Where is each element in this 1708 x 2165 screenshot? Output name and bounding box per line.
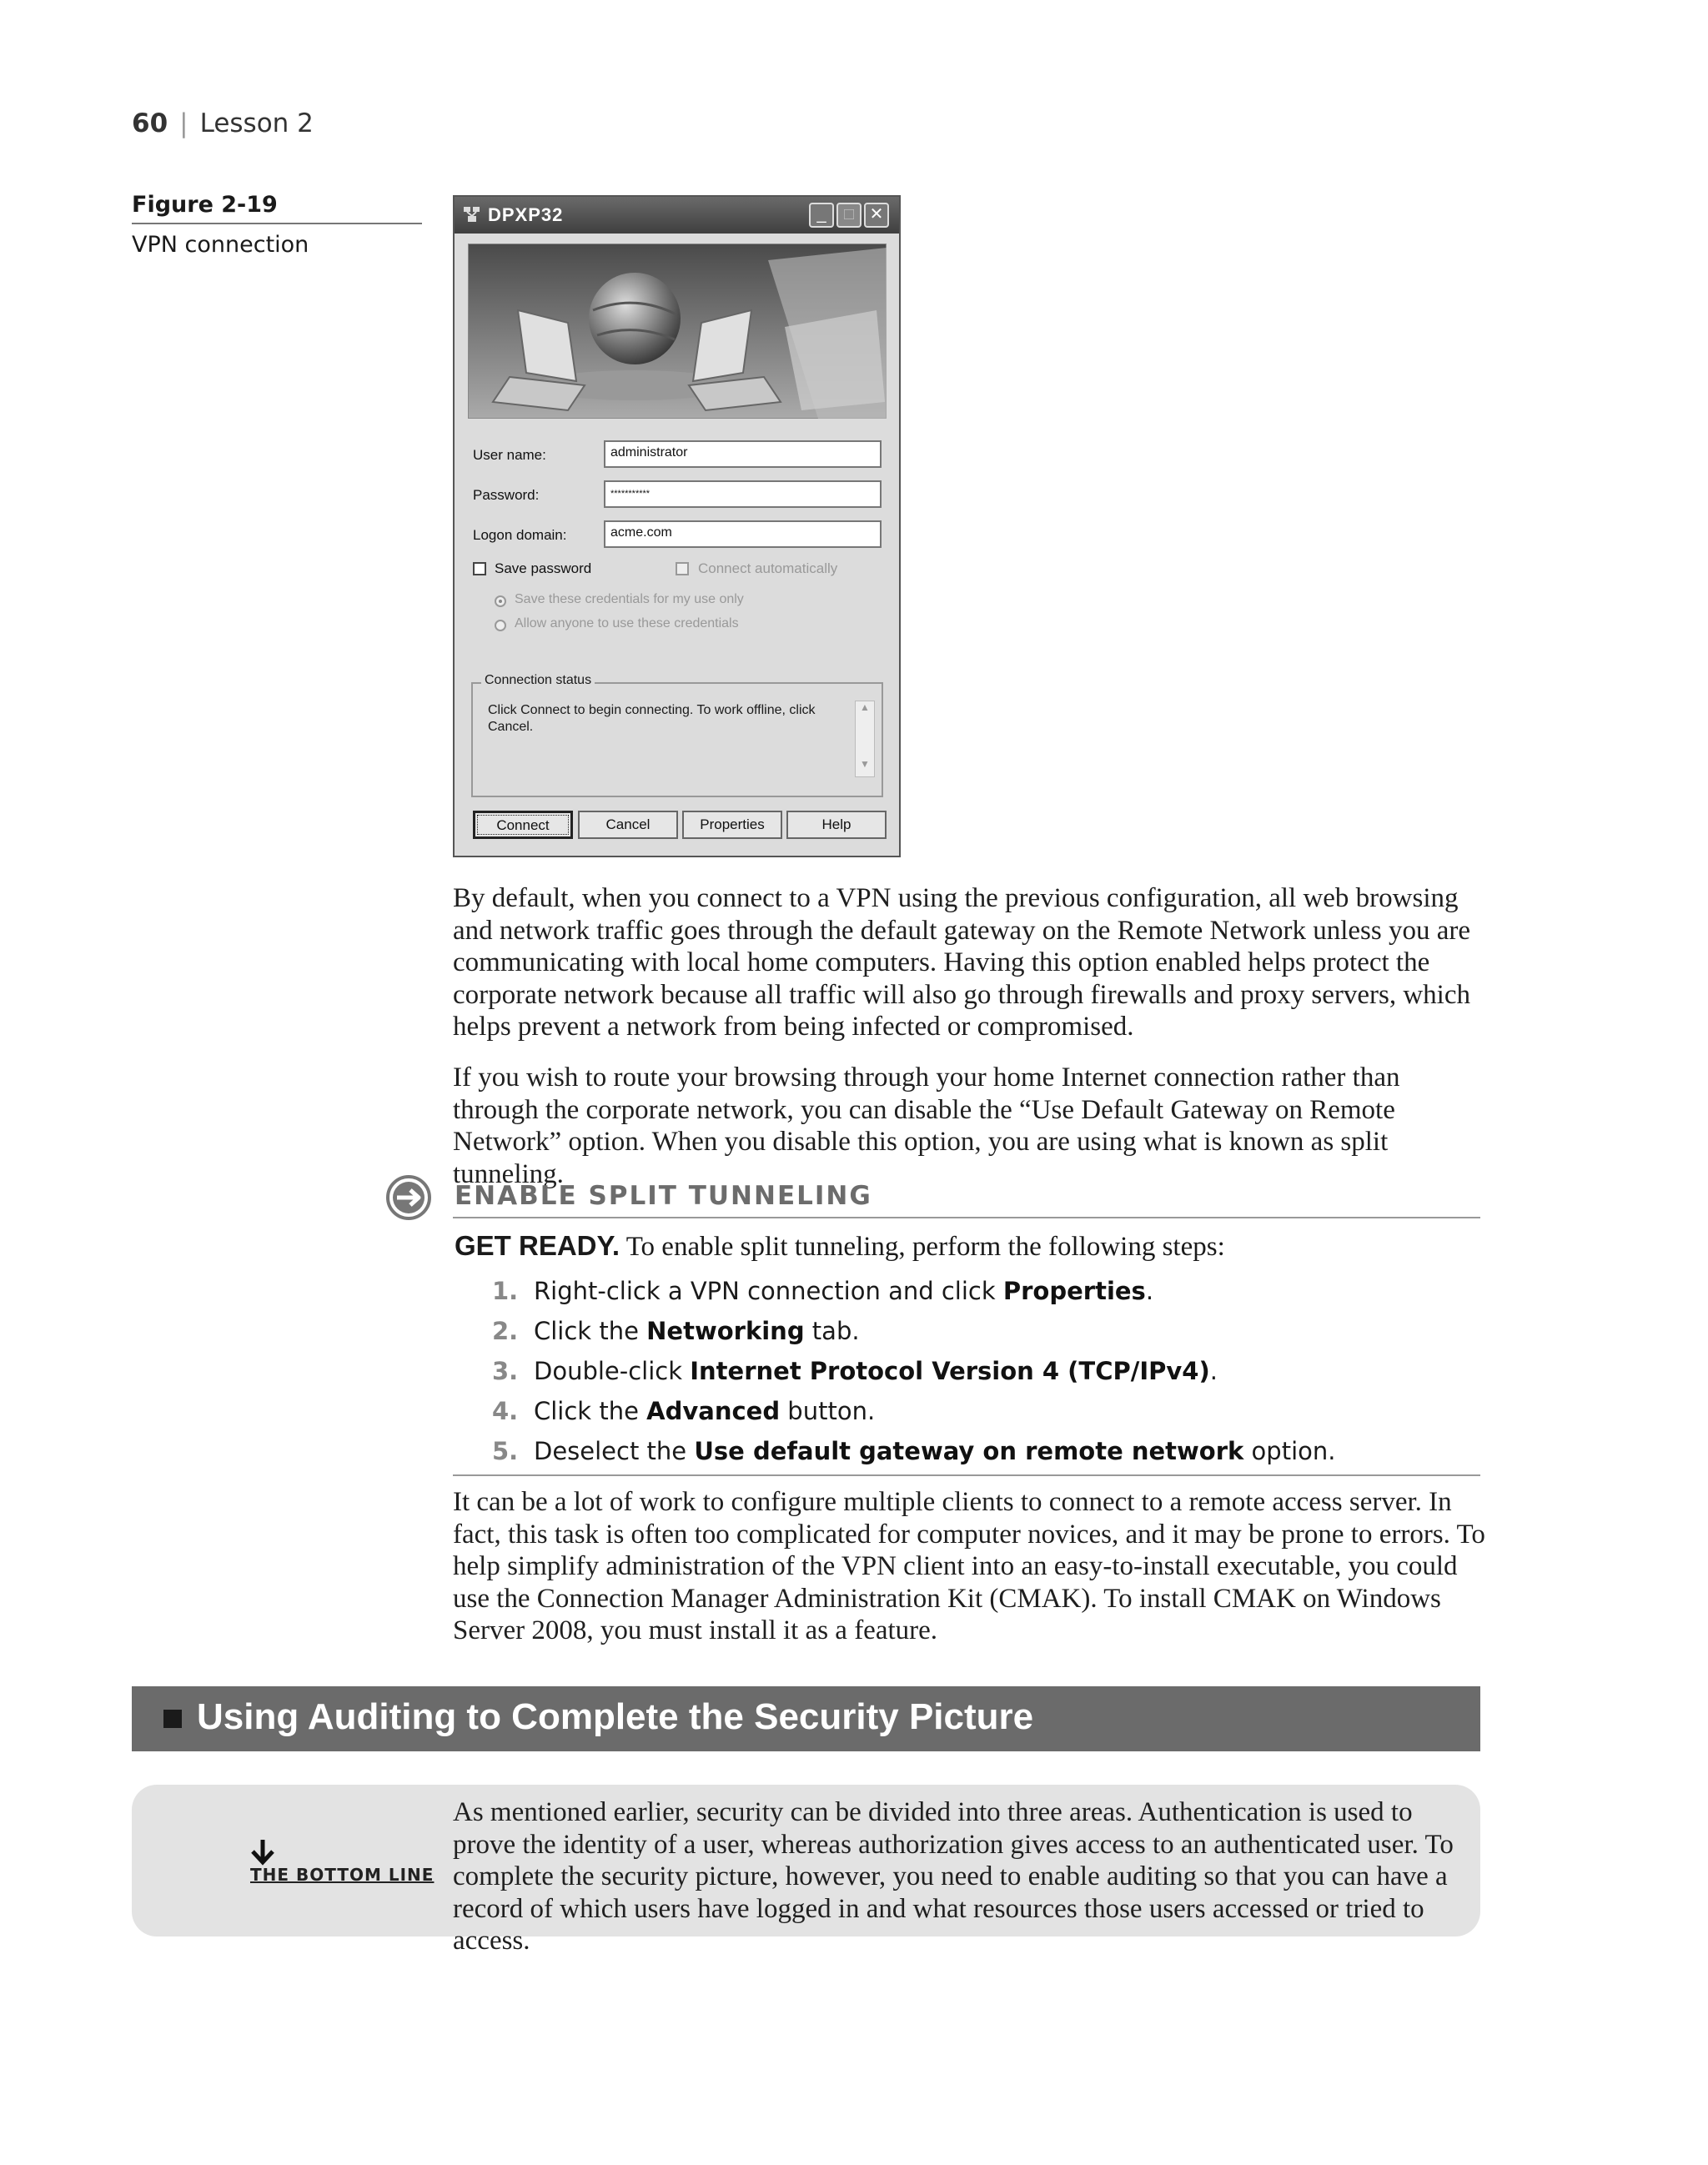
paragraph-cmak: It can be a lot of work to configure multiple clients to connect to a remote access server. In fact, this task is often too complicated for computer novices, and it may be prone to errors. To help simplify administration of the VPN client into an easy-to-install executable, you could use the Connection Manager Administration Kit (CMAK). To install CMAK on Windows Server 2008, you must install it as a feature. (453, 1487, 1485, 1645)
bottom-line-label: THE BOTTOM LINE (250, 1865, 435, 1885)
network-app-icon (463, 205, 481, 224)
dialog-title: DPXP32 (488, 204, 564, 225)
page-number: 60 (132, 108, 168, 138)
section-heading-bar (132, 1686, 1480, 1751)
properties-button[interactable]: Properties (682, 811, 782, 839)
connect-button[interactable]: Connect (473, 811, 573, 839)
step-text-end: button. (780, 1397, 876, 1425)
step-bold-text: Use default gateway on remote network (694, 1437, 1244, 1465)
dialog-titlebar (455, 197, 899, 234)
step-number: 2. (492, 1317, 519, 1345)
step-bold-text: Properties (1002, 1277, 1146, 1305)
save-password-checkbox[interactable] (473, 562, 486, 575)
procedure-step (492, 1316, 860, 1346)
step-bold-text: Advanced (646, 1397, 781, 1425)
figure-label: Figure 2-19 (132, 192, 422, 224)
password-input[interactable]: *********** (604, 480, 882, 508)
step-number: 3. (492, 1357, 519, 1385)
scroll-down-icon[interactable]: ▼ (860, 758, 870, 770)
connect-automatically-checkbox[interactable] (676, 562, 689, 575)
password-label: Password: (473, 487, 540, 503)
arrow-right-circle-icon (385, 1174, 432, 1221)
paragraph-default-gateway: By default, when you connect to a VPN using the previous configuration, all web browsing and network traffic goes through the default gateway on the Remote Network unless you are communicating with local home computers. Having this option enabled helps protect the corporate network because all traffic will also go through firewalls and proxy servers, which helps prevent a network from being infected or compromised. (453, 883, 1471, 1042)
connection-status-legend: Connection status (481, 673, 595, 688)
bottom-line-box (132, 1785, 1480, 1956)
save-password-label: Save password (495, 560, 592, 576)
username-input[interactable]: administrator (604, 440, 882, 468)
figure-caption: VPN connection (132, 232, 309, 258)
procedure-top-rule (453, 1217, 1480, 1218)
step-bold-text: Networking (646, 1317, 805, 1345)
logon-domain-input[interactable]: acme.com (604, 520, 882, 548)
step-text: Double-click (534, 1357, 691, 1385)
connection-status-group (471, 673, 883, 797)
step-number: 5. (492, 1437, 519, 1465)
connect-automatically-label: Connect automatically (698, 560, 838, 576)
square-bullet-icon (163, 1710, 182, 1728)
lesson-label: Lesson 2 (199, 108, 314, 138)
my-use-only-label: Save these credentials for my use only (515, 592, 744, 606)
step-number: 4. (492, 1397, 519, 1425)
running-head: 60 | Lesson 2 (132, 108, 314, 138)
close-button[interactable]: ✕ (864, 203, 889, 228)
arrow-down-icon (249, 1838, 277, 1866)
minimize-button[interactable]: _ (809, 203, 834, 228)
step-bold-text: Internet Protocol Version 4 (TCP/IPv4) (690, 1357, 1210, 1385)
procedure-step (492, 1356, 1218, 1386)
vpn-dialog (453, 195, 901, 857)
vpn-banner-image (468, 244, 887, 419)
connection-status-text: Click Connect to begin connecting. To work offline, click Cancel. (488, 703, 816, 734)
step-text-end: . (1209, 1357, 1218, 1385)
step-number: 1. (492, 1277, 519, 1305)
scroll-up-icon[interactable]: ▲ (860, 701, 870, 713)
procedure-step (492, 1276, 1153, 1306)
my-use-only-radio[interactable] (495, 595, 506, 607)
username-label: User name: (473, 447, 546, 463)
cancel-button[interactable]: Cancel (578, 811, 678, 839)
step-text: Click the (534, 1397, 647, 1425)
step-text: Click the (534, 1317, 647, 1345)
paragraph-split-tunneling: If you wish to route your browsing through your home Internet connection rather than through the corporate network, you can disable the “Use Default Gateway on Remote Network” option. When you disable this option, you are using what is known as split tunneling. (453, 1062, 1400, 1189)
section-title: Using Auditing to Complete the Security Picture (197, 1696, 1034, 1737)
procedure-step (492, 1396, 875, 1426)
step-text: Right-click a VPN connection and click (534, 1277, 1003, 1305)
get-ready-label: GET READY. (455, 1230, 620, 1261)
allow-anyone-radio[interactable] (495, 620, 506, 631)
get-ready (455, 1229, 1225, 1263)
procedure-bottom-rule (453, 1474, 1480, 1476)
maximize-button[interactable]: □ (836, 203, 862, 228)
allow-anyone-label: Allow anyone to use these credentials (515, 616, 739, 630)
step-text-end: tab. (804, 1317, 860, 1345)
procedure-step (492, 1436, 1335, 1466)
logon-domain-label: Logon domain: (473, 527, 567, 543)
procedure-title: ENABLE SPLIT TUNNELING (455, 1181, 872, 1211)
step-text-end: option. (1243, 1437, 1336, 1465)
status-scrollbar[interactable] (855, 701, 875, 777)
bottom-line-text: As mentioned earlier, security can be divided into three areas. Authentication is used to prove the identity of a user, whereas authorization gives access to an authenticated user. To complete the security picture, however, you need to enable auditing so that you can have a record of which users have logged in and what resources those users accessed or tried to access. (453, 1797, 1454, 1956)
step-text-end: . (1145, 1277, 1154, 1305)
step-text: Deselect the (534, 1437, 695, 1465)
get-ready-text: To enable split tunneling, perform the following steps: (625, 1232, 1225, 1262)
help-button[interactable]: Help (786, 811, 887, 839)
